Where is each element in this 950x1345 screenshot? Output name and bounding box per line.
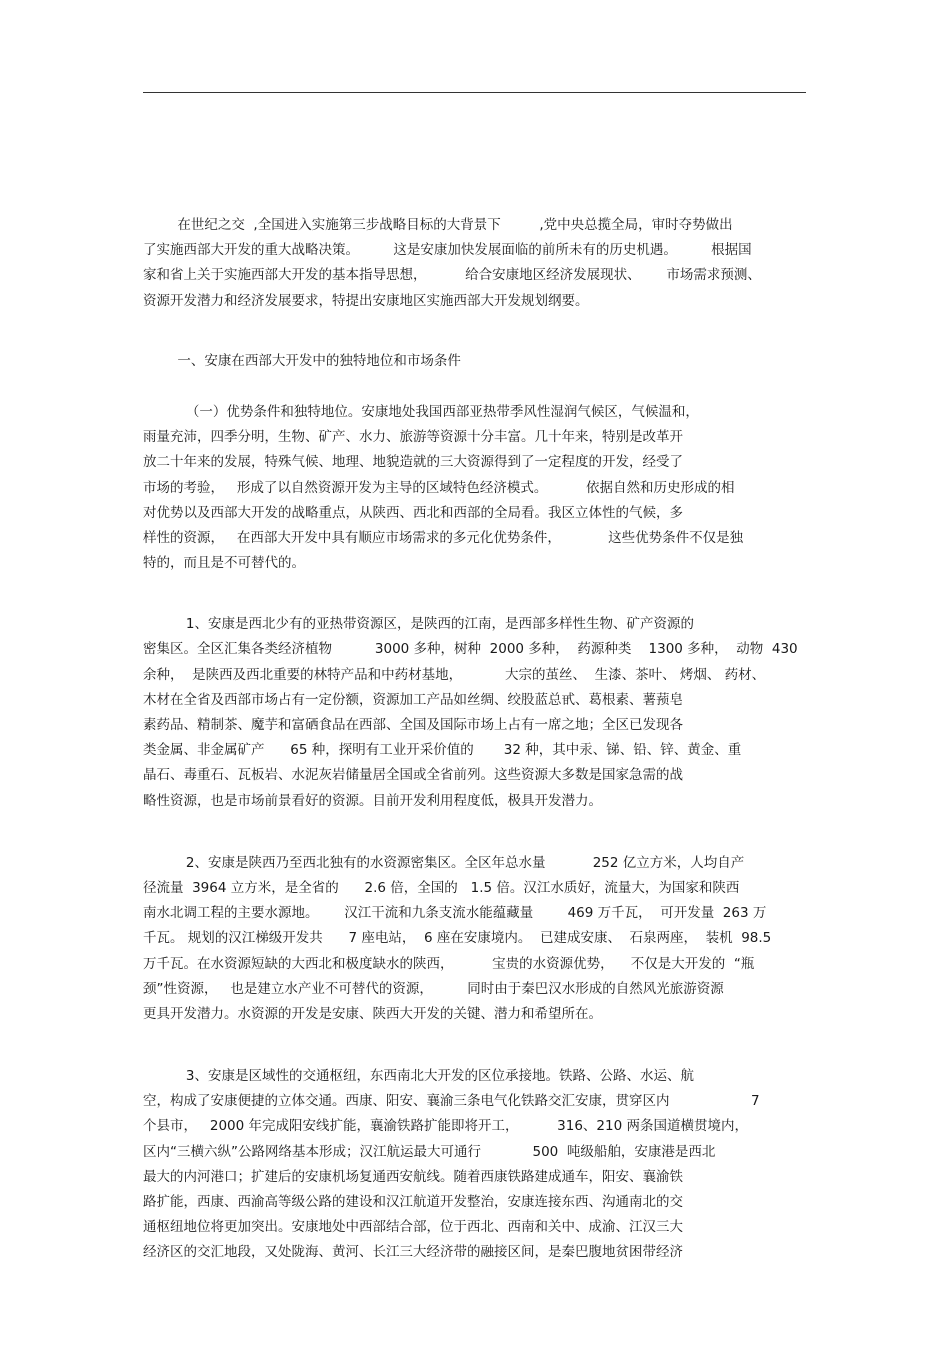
text-line: 路扩能，西康、西渝高等级公路的建设和汉江航道开发整治，安康连接东西、沟通南北的交	[143, 1194, 683, 1210]
point-2-paragraph	[143, 851, 823, 1027]
text-line: 3、安康是区域性的交通枢纽，东西南北大开发的区位承接地。铁路、公路、水运、航	[143, 1068, 695, 1085]
section-heading: 一、安康在西部大开发中的独特地位和市场条件	[143, 352, 461, 369]
text-line: 经济区的交汇地段，又处陇海、黄河、长江三大经济带的融接区间，是秦巴腹地贫困带经济	[143, 1244, 683, 1261]
text-line: 更具开发潜力。水资源的开发是安康、陕西大开发的关键、潜力和希望所在。	[143, 1005, 602, 1022]
point-3-paragraph	[143, 1064, 823, 1266]
text-line: 余种， 是陕西及西北重要的林特产品和中药材基地， 大宗的茧丝、 生漆、茶叶、 烤烟、 药材、	[143, 666, 766, 683]
text-line: 素药品、精制茶、魔芋和富硒食品在西部、全国及国际市场上占有一席之地；全区已发现各	[143, 717, 683, 733]
text-line: 空，构成了安康便捷的立体交通。西康、阳安、襄渝三条电气化铁路交汇安康，贯穿区内 7	[143, 1093, 760, 1110]
text-line: 密集区。全区汇集各类经济植物 3000 多种，树种 2000 多种， 药源种类 1300 多种， 动物 430	[143, 641, 798, 658]
text-line: 木材在全省及西部市场占有一定份额，资源加工产品如丝绸、绞股蓝总甙、葛根素、薯蓣皂	[143, 691, 683, 708]
point-1-paragraph	[143, 612, 823, 814]
text-line: 南水北调工程的主要水源地。 汉江干流和九条支流水能蕴藏量 469 万千瓦， 可开发量 263 万	[143, 905, 767, 922]
text-line: 特的，而且是不可替代的。	[143, 555, 305, 572]
text-line: 在世纪之交 ,全国进入实施第三步战略目标的大背景下 ,党中央总揽全局，审时夺势做出	[143, 217, 733, 233]
text-line: 个县市， 2000 年完成阳安线扩能，襄渝铁路扩能即将开工， 316、210 两条国道横贯境内，	[143, 1118, 748, 1135]
text-line: 2、安康是陕西乃至西北独有的水资源密集区。全区年总水量 252 亿立方米，人均自产	[143, 854, 745, 871]
text-line: 径流量 3964 立方米，是全省的 2.6 倍，全国的 1.5 倍。汉江水质好，流量大，为国家和陕西	[143, 879, 740, 896]
text-line: 市场的考验， 形成了以自然资源开发为主导的区域特色经济模式。 依据自然和历史形成的相	[143, 479, 735, 496]
text-line: 放二十年来的发展，特殊气候、地理、地貌造就的三大资源得到了一定程度的开发，经受了	[143, 454, 683, 471]
text-line: 晶石、毒重石、瓦板岩、水泥灰岩储量居全国或全省前列。这些资源大多数是国家急需的战	[143, 767, 683, 784]
text-line: 样性的资源， 在西部大开发中具有顺应市场需求的多元化优势条件， 这些优势条件不仅是独	[143, 529, 744, 546]
text-line: 家和省上关于实施西部大开发的基本指导思想， 给合安康地区经济发展现状、 市场需求预测、	[143, 267, 761, 284]
intro-paragraph	[143, 213, 823, 314]
text-line: 万千瓦。在水资源短缺的大西北和极度缺水的陕西， 宝贵的水资源优势， 不仅是大开发的 “瓶	[143, 955, 755, 972]
subsection-paragraph	[143, 400, 823, 576]
text-line: 颈”性资源， 也是建立水产业不可替代的资源， 同时由于秦巴汉水形成的自然风光旅游资源	[143, 980, 724, 997]
text-line: 最大的内河港口；扩建后的安康机场复通西安航线。随着西康铁路建成通车，阳安、襄渝铁	[143, 1168, 683, 1185]
text-line: 区内“三横六纵”公路网络基本形成；汉江航运最大可通行 500 吨级船舶，安康港是西北	[143, 1143, 716, 1160]
text-line: 1、安康是西北少有的亚热带资源区，是陕西的江南，是西部多样性生物、矿产资源的	[143, 616, 695, 633]
text-line: 千瓦。 规划的汉江梯级开发共 7 座电站， 6 座在安康境内。 已建成安康、 石泉两座， 装机 98.5	[143, 930, 772, 947]
text-line: 资源开发潜力和经济发展要求，特提出安康地区实施西部大开发规划纲要。	[143, 292, 589, 309]
document-body	[143, 213, 823, 1266]
text-line: 类金属、非金属矿产 65 种，探明有工业开采价值的 32 种，其中汞、锑、铅、锌、黄金、重	[143, 742, 742, 759]
text-line: （一）优势条件和独特地位。安康地处我国西部亚热带季风性湿润气候区，气候温和，	[143, 403, 699, 420]
text-line: 了实施西部大开发的重大战略决策。 这是安康加快发展面临的前所未有的历史机遇。 根据国	[143, 242, 752, 259]
text-line: 雨量充沛，四季分明，生物、矿产、水力、旅游等资源十分丰富。几十年来，特别是改革开	[143, 429, 683, 446]
text-line: 通枢纽地位将更加突出。安康地处中西部结合部，位于西北、西南和关中、成渝、江汉三大	[143, 1219, 683, 1236]
text-line: 略性资源，也是市场前景看好的资源。目前开发利用程度低，极具开发潜力。	[143, 792, 602, 809]
header-rule	[143, 92, 806, 93]
text-line: 对优势以及西部大开发的战略重点，从陕西、西北和西部的全局看。我区立体性的气候，多	[143, 504, 683, 521]
